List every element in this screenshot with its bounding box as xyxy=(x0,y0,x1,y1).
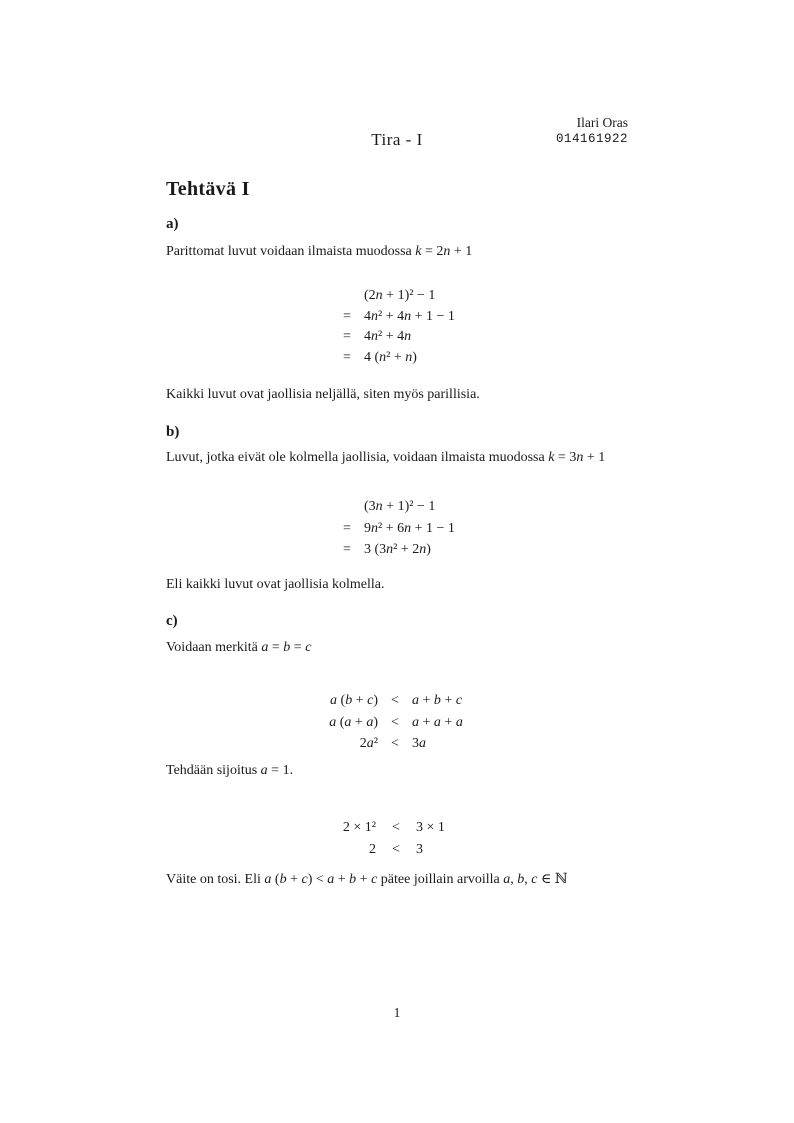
section-c-conclusion xyxy=(166,871,636,889)
text-run: Voidaan merkitä xyxy=(166,640,262,655)
equation-rhs: a + b + c xyxy=(412,693,463,708)
equation-relation: < xyxy=(391,736,399,751)
text-run: Kaikki luvut ovat jaollisia neljällä, siten myös parillisia. xyxy=(166,387,480,402)
equation-lhs: a (b + c) xyxy=(330,693,378,708)
equation-rhs: 3 (3n² + 2n) xyxy=(364,542,431,557)
equation-relation xyxy=(340,286,354,307)
equation-rhs: a + a + a xyxy=(412,714,463,730)
student-id: 014161922 xyxy=(555,132,628,146)
equation-rhs: 4n² + 4n + 1 − 1 xyxy=(364,308,455,324)
inline-math: a = b = c xyxy=(261,640,312,655)
equation-relation: < xyxy=(391,714,399,730)
equation-relation: = xyxy=(343,349,351,365)
text-run: Eli kaikki luvut ovat jaollisia kolmella. xyxy=(166,577,385,592)
exercise-heading: Tehtävä I xyxy=(166,178,250,200)
equation-lhs: 2 xyxy=(369,841,376,857)
section-c-equations-2 xyxy=(306,817,445,860)
section-b-label: b) xyxy=(166,424,180,440)
section-a-equations xyxy=(340,286,455,368)
section-c-intro xyxy=(166,639,636,657)
inline-math: a, b, c ∈ ℕ xyxy=(503,872,568,887)
equation-rhs: (2n + 1)² − 1 xyxy=(364,288,436,303)
equation-relation: = xyxy=(343,329,351,344)
equation-lhs: a (a + a) xyxy=(329,714,378,730)
text-run: pätee joillain arvoilla xyxy=(377,872,504,887)
equation-rhs: (3n + 1)² − 1 xyxy=(364,499,436,514)
section-b-equations xyxy=(340,496,455,561)
inline-math: a (b + c) < a + b + c xyxy=(264,872,378,887)
equation-rhs: 3 xyxy=(416,841,423,857)
section-c-equations-1 xyxy=(300,690,463,755)
inline-math: k = 2n + 1 xyxy=(415,244,473,259)
text-run: Parittomat luvut voidaan ilmaista muodossa xyxy=(166,244,416,259)
section-c-substitution xyxy=(166,762,636,780)
equation-rhs: 3 × 1 xyxy=(416,820,445,835)
inline-math: a = 1 xyxy=(260,763,290,778)
equation-relation: < xyxy=(392,820,400,835)
equation-relation: = xyxy=(343,520,351,536)
document-title: Tira - I xyxy=(371,130,423,149)
equation-rhs: 4n² + 4n xyxy=(364,329,412,344)
equation-rhs: 9n² + 6n + 1 − 1 xyxy=(364,520,455,536)
equation-relation xyxy=(340,496,354,518)
page-number: 1 xyxy=(393,1005,401,1020)
author-name: Ilari Oras xyxy=(576,115,628,130)
equation-relation: < xyxy=(391,693,399,708)
equation-lhs: 2 × 1² xyxy=(342,820,376,835)
equation-relation: = xyxy=(343,308,351,324)
text-run: Luvut, jotka eivät ole kolmella jaollisia, voidaan ilmaista muodossa xyxy=(166,450,549,465)
section-c-label: c) xyxy=(166,613,178,629)
section-a-conclusion xyxy=(166,386,636,404)
section-b-conclusion xyxy=(166,576,636,594)
equation-lhs: 2a² xyxy=(359,736,378,751)
text-run: Väite on tosi. Eli xyxy=(166,872,265,887)
equation-rhs: 3a xyxy=(412,736,426,751)
equation-relation: < xyxy=(392,841,400,857)
section-a-intro xyxy=(166,243,636,261)
text-run: . xyxy=(289,763,294,778)
text-run: Tehdään sijoitus xyxy=(166,763,261,778)
equation-rhs: 4 (n² + n) xyxy=(364,349,417,365)
section-a-label: a) xyxy=(166,216,179,232)
inline-math: k = 3n + 1 xyxy=(548,450,606,465)
section-b-intro xyxy=(166,449,636,467)
equation-relation: = xyxy=(343,542,351,557)
